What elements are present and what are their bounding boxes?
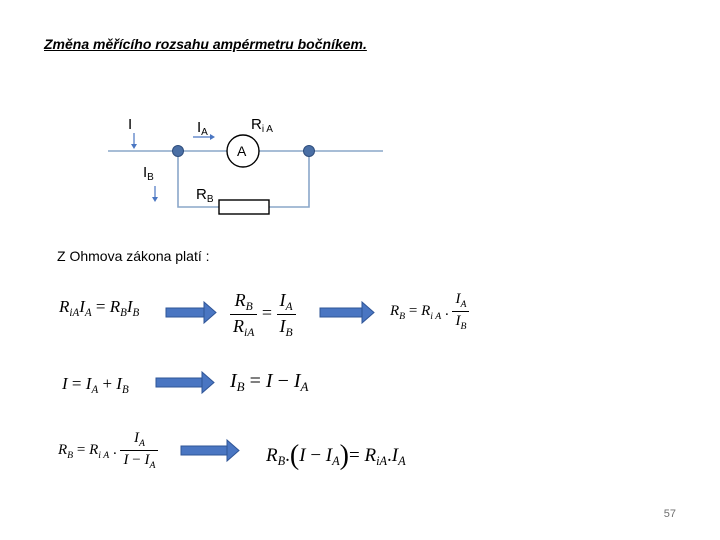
ammeter-symbol: A [237, 143, 247, 159]
equation-ratio: $\frac{R_B}{R_{iA}}$ = $\frac{I_A}{I_B}$ [230, 290, 296, 339]
arrow-eq2-to-eq3 [320, 302, 374, 323]
slide-title: Změna měřícího rozsahu ampérmetru bočníkem. [44, 36, 367, 52]
equation-rb-result: $R_B = R_{i A}$ . $\frac{I_A}{I_B}$ [390, 291, 469, 332]
circuit-diagram [0, 0, 720, 240]
page-number: 57 [663, 508, 676, 520]
current-IB-arrow [152, 186, 158, 202]
shunt-resistor [219, 200, 269, 214]
label-RiA: $R_{i A}$ [251, 116, 273, 135]
current-I-arrow [131, 133, 137, 149]
label-IA: $I_A$ [197, 119, 208, 138]
arrow-eq6-to-eq7 [181, 440, 239, 461]
label-IB: $I_B$ [143, 164, 154, 183]
implication-arrows [0, 280, 720, 480]
ohm-law-intro: Z Ohmova zákona platí : [57, 248, 210, 264]
arrow-eq4-to-eq5 [156, 372, 214, 393]
equation-ohm-balance: $R_{iA}I_A = R_BI_B$ [59, 297, 140, 319]
right-node [304, 146, 315, 157]
label-RB: $R_B$ [196, 186, 214, 205]
equation-rb-fraction: $R_B = R_{i A}$ . $\frac{I_A}{I - I_A}$ [58, 430, 158, 471]
left-node [173, 146, 184, 157]
equation-shunt-current: $I_B = I - I_A$ [230, 370, 309, 394]
label-I: I [128, 116, 133, 133]
equation-product-form: $R_B.(I - I_A)= R_{iA}.I_A$ [266, 440, 406, 471]
arrow-eq1-to-eq2 [166, 302, 216, 323]
equation-current-sum: $I = I_A + I_B$ [62, 374, 129, 396]
